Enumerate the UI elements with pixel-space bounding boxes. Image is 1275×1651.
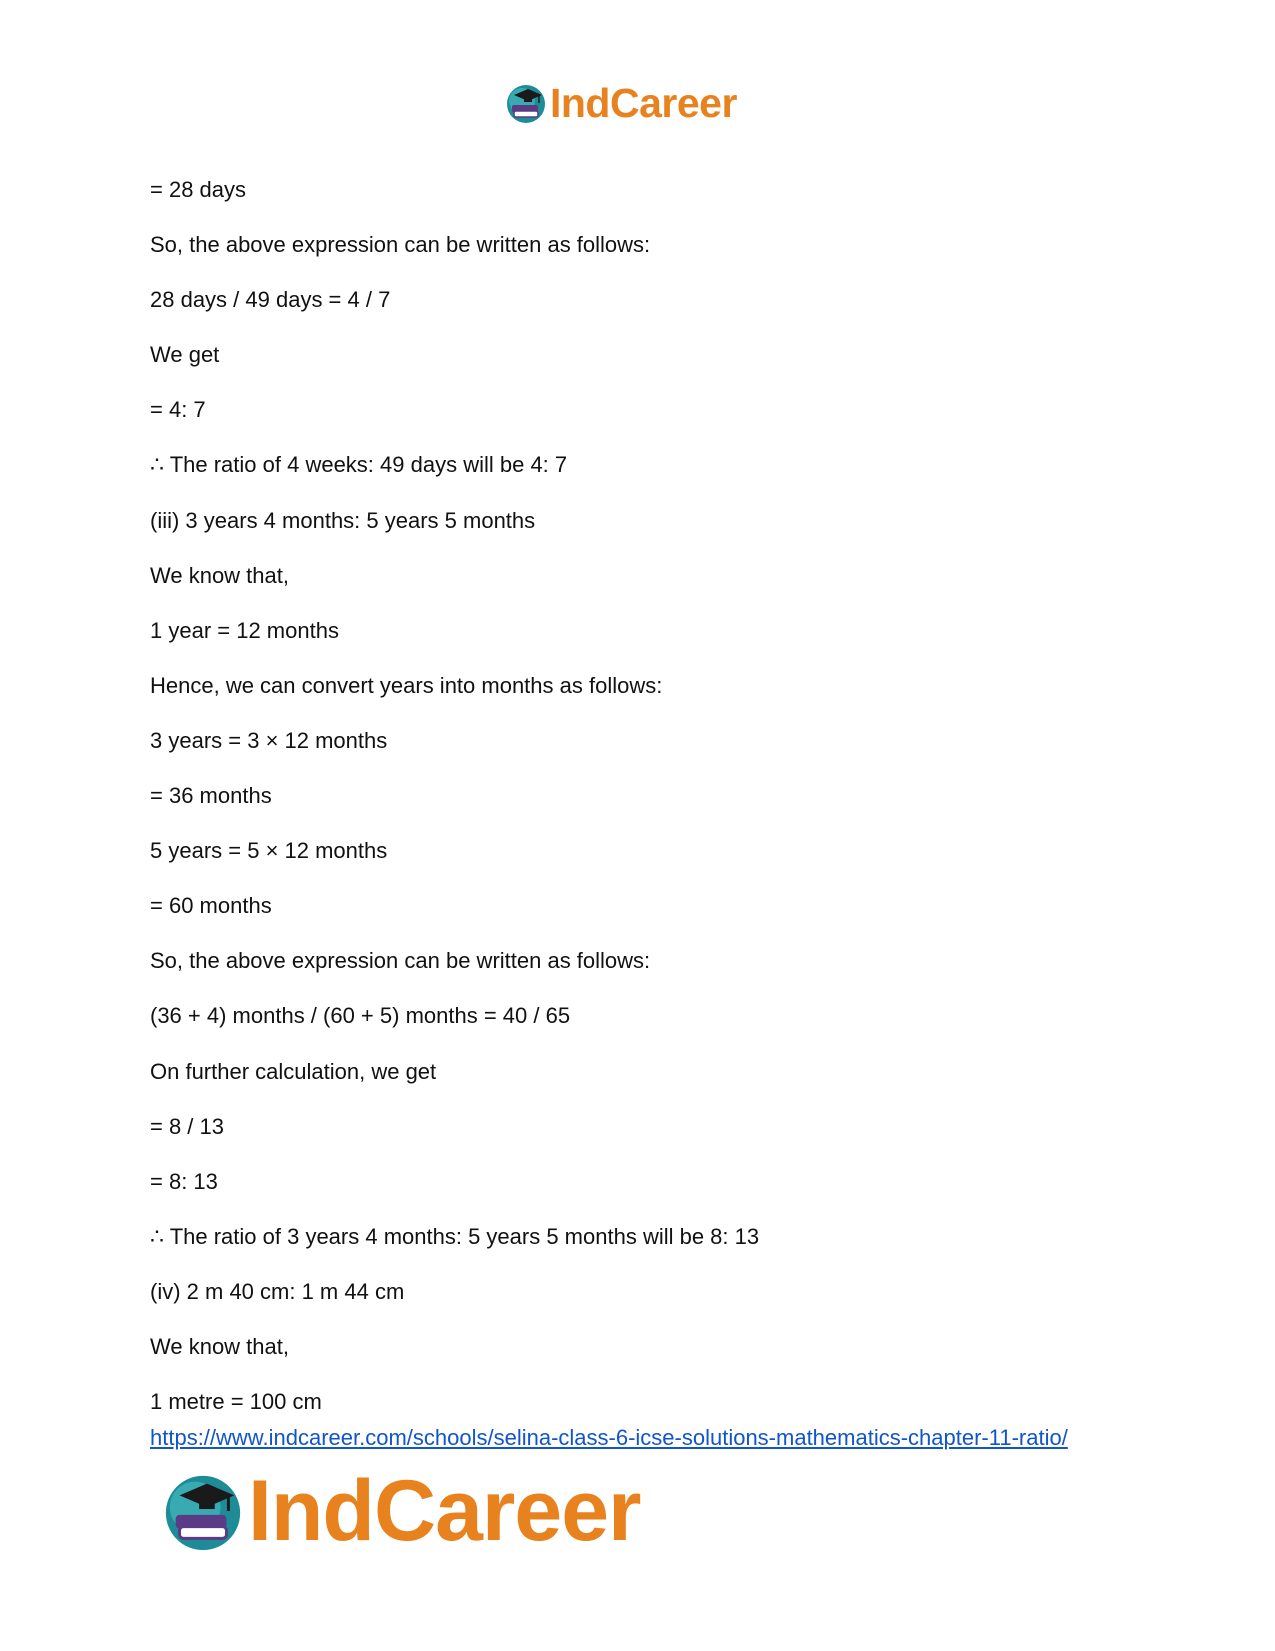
text-line: We know that, xyxy=(150,563,289,588)
text-line: = 8: 13 xyxy=(150,1169,218,1194)
text-line: = 28 days xyxy=(150,177,247,202)
text-line: So, the above expression can be written as follows: xyxy=(150,232,651,257)
graduation-cap-book-globe-icon xyxy=(160,1468,246,1554)
text-line: = 8 / 13 xyxy=(150,1114,225,1139)
text-line: We know that, xyxy=(150,1334,289,1359)
text-line: 1 metre = 100 cm xyxy=(150,1389,322,1414)
text-line: On further calculation, we get xyxy=(150,1059,437,1084)
text-line: So, the above expression can be written as follows: xyxy=(150,948,651,973)
text-line: (iii) 3 years 4 months: 5 years 5 months xyxy=(150,508,536,533)
text-line: = 36 months xyxy=(150,783,272,808)
header-logo-text: IndCareer xyxy=(550,79,737,126)
text-line: ∴ The ratio of 3 years 4 months: 5 years 5 months will be 8: 13 xyxy=(150,1224,760,1249)
text-line: ∴ The ratio of 4 weeks: 49 days will be 4: 7 xyxy=(150,452,568,477)
text-line: Hence, we can convert years into months as follows: xyxy=(150,673,663,698)
footer-logo xyxy=(160,1463,641,1559)
graduation-cap-book-globe-icon xyxy=(504,81,548,125)
text-line: (36 + 4) months / (60 + 5) months = 40 / 65 xyxy=(150,1003,571,1028)
source-link[interactable]: https://www.indcareer.com/schools/selina-class-6-icse-solutions-mathematics-chapter-11-ratio/ xyxy=(150,1425,1068,1450)
text-line: 3 years = 3 × 12 months xyxy=(150,728,388,753)
header-logo xyxy=(504,80,737,126)
footer-logo-text: IndCareer xyxy=(248,1463,641,1559)
text-line: = 4: 7 xyxy=(150,397,206,422)
text-line: 1 year = 12 months xyxy=(150,618,339,643)
text-line: (iv) 2 m 40 cm: 1 m 44 cm xyxy=(150,1279,405,1304)
text-line: We get xyxy=(150,342,220,367)
text-line: 5 years = 5 × 12 months xyxy=(150,838,388,863)
text-line: 28 days / 49 days = 4 / 7 xyxy=(150,287,391,312)
text-line: = 60 months xyxy=(150,893,272,918)
